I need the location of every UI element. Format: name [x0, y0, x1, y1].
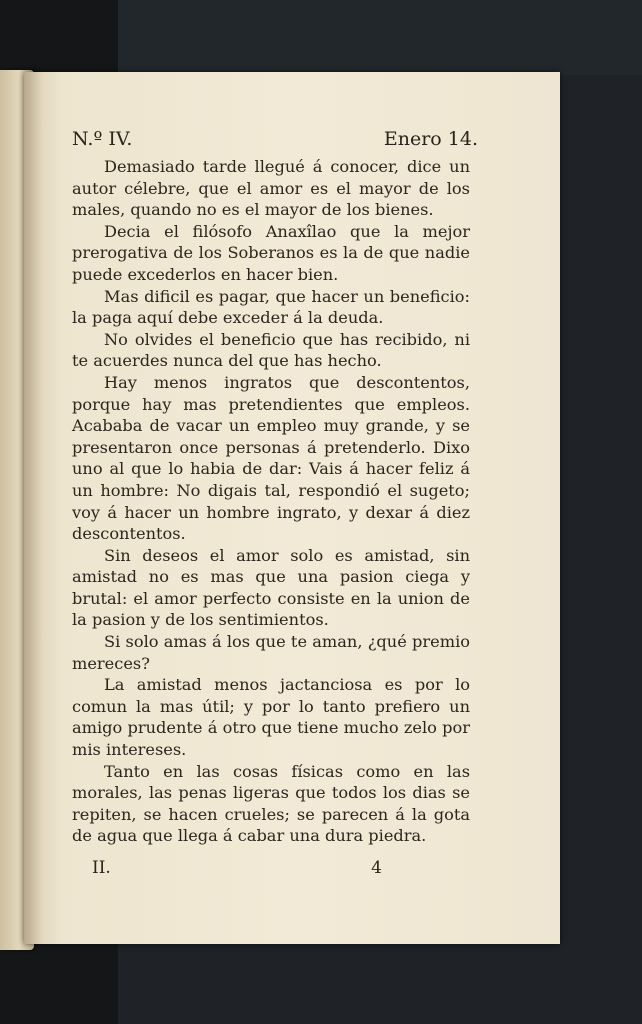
- paragraph: Mas dificil es pagar, que hacer un beneficio: la paga aquí debe exceder á la deuda.: [72, 286, 470, 328]
- body-text: [72, 156, 470, 847]
- paragraph: Si solo amas á los que te aman, ¿qué premio mereces?: [72, 632, 470, 673]
- issue-number: N.º IV.: [72, 128, 133, 150]
- page-header: [72, 128, 478, 150]
- page-footer: [92, 858, 382, 878]
- gutter-shadow: [24, 72, 42, 944]
- paragraph: Hay menos ingratos que descontentos, porque hay mas pretendientes que empleos. Acababa de vacar un empleo muy grande, y se presentaron once personas á pretenderlo. Dixo uno al que lo habia de dar: Vais á hacer feliz á un hombre: No digais tal, respondió el sugeto; voy á hacer un hombre ingrato, y dexar á diez descontentos.: [72, 372, 470, 544]
- paragraph: La amistad menos jactanciosa es por lo comun la mas útil; y por lo tanto prefiero un amigo prudente á otro que tiene mucho zelo por mis intereses.: [72, 675, 470, 760]
- book-page: [24, 72, 560, 944]
- issue-date: Enero 14.: [383, 128, 478, 150]
- paragraph: Decia el filósofo Anaxîlao que la mejor prerogativa de los Soberanos es la de que nadie puede excederlos en hacer bien.: [72, 221, 470, 284]
- paragraph: Sin deseos el amor solo es amistad, sin amistad no es mas que una pasion ciega y brutal: el amor perfecto consiste en la union de la pasion y de los sentimientos.: [72, 545, 470, 630]
- paragraph: Tanto en las cosas físicas como en las morales, las penas ligeras que todos los dias se repiten, se hacen crueles; se parecen á la gota de agua que llega á cabar una dura piedra.: [72, 761, 470, 846]
- signature-mark: II.: [92, 858, 111, 878]
- paragraph: No olvides el beneficio que has recibido, ni te acuerdes nunca del que has hecho.: [72, 329, 470, 371]
- page-number: 4: [371, 858, 382, 878]
- paragraph: Demasiado tarde llegué á conocer, dice un autor célebre, que el amor es el mayor de los males, quando no es el mayor de los bienes.: [72, 157, 470, 220]
